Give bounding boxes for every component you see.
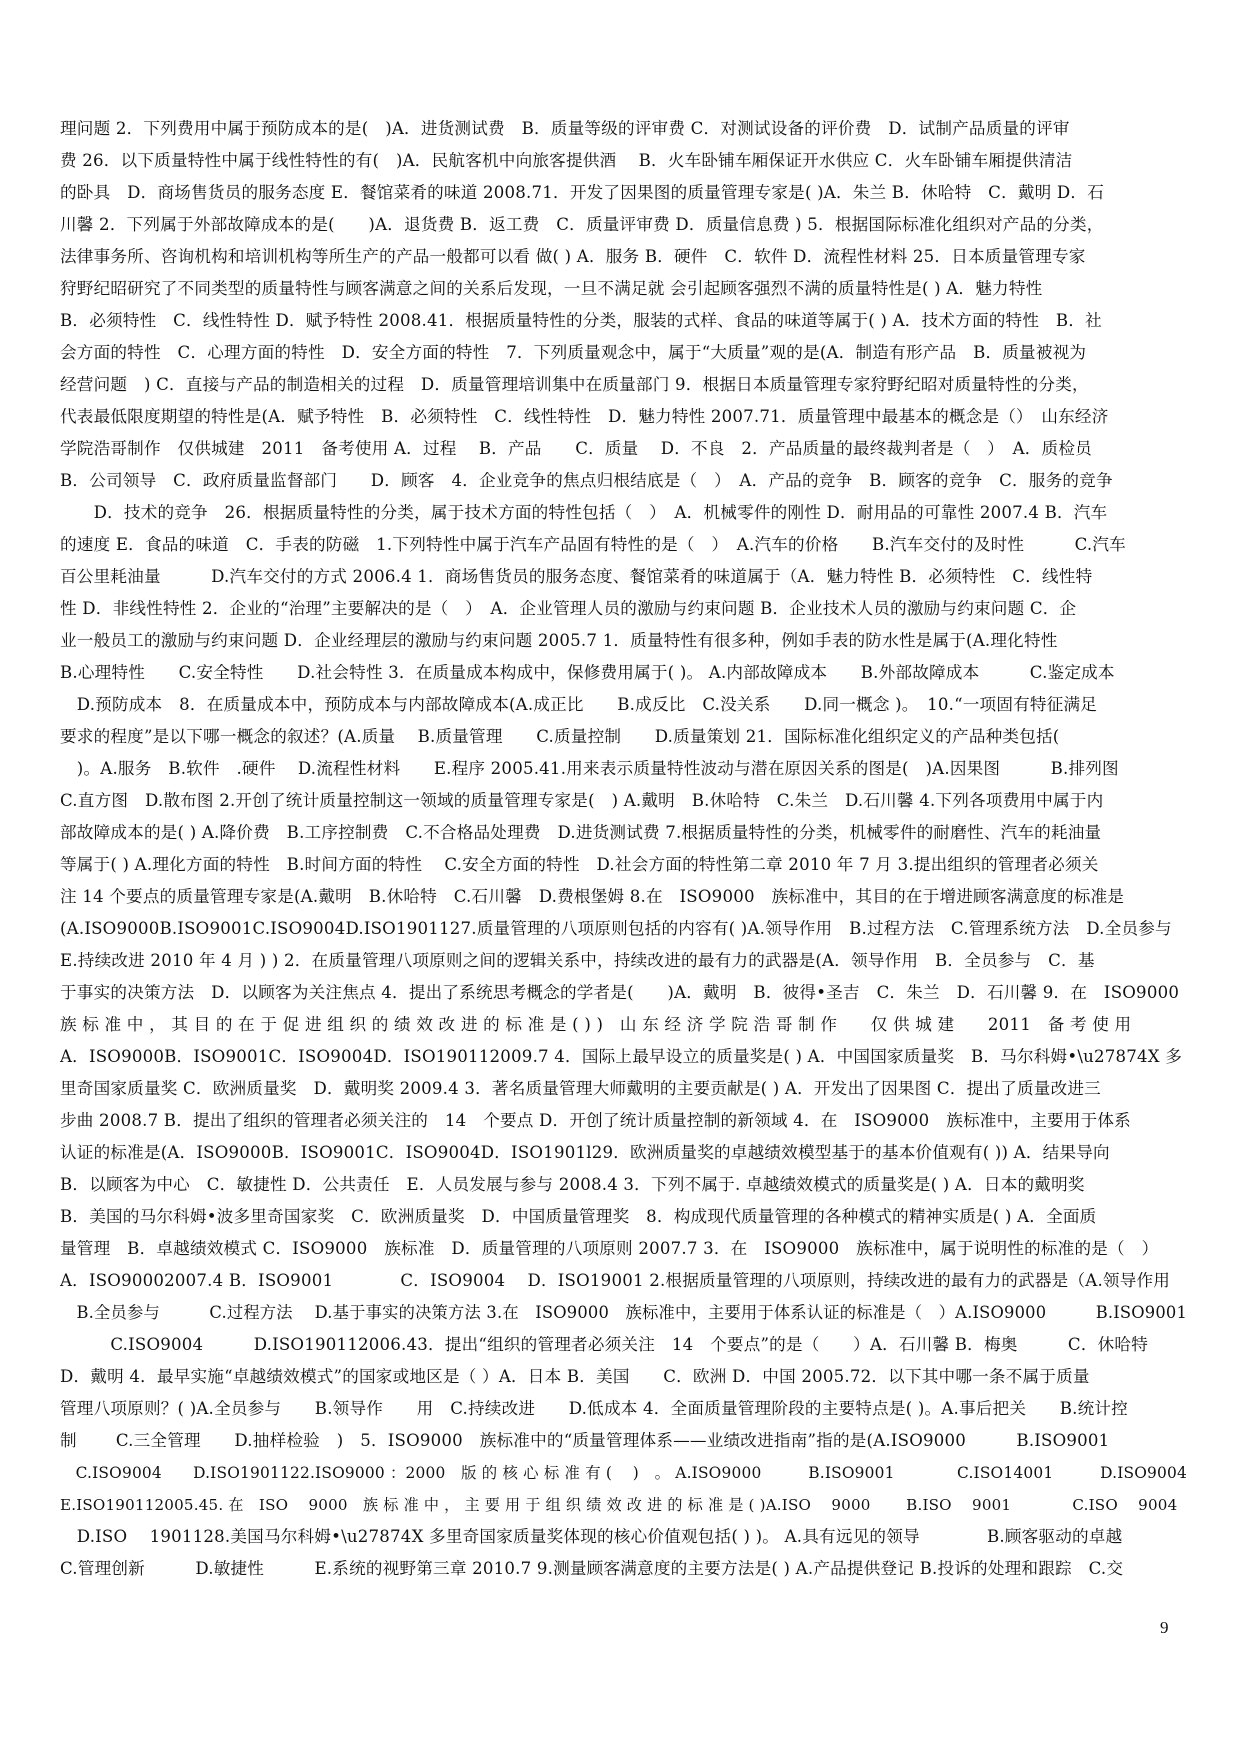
- text-line: B.全员参与 C.过程方法 D.基于事实的决策方法 3.在 ISO9000 族标准中，主要用于体系认证的标准是（ ）A.ISO9000 B.ISO9001: [60, 1303, 1188, 1322]
- text-line: 的速度 E．食品的味道 C．手表的防磁 1.下列特性中属于汽车产品固有特性的是（ ） A.汽车的价格 B.汽车交付的及时性 C.汽车: [60, 535, 1126, 554]
- text-line: B．以顾客为中心 C．敏捷性 D．公共责任 E．人员发展与参与 2008.4 3．下列不属于. 卓越绩效模式的质量奖是( ) A．日本的戴明奖: [60, 1175, 1085, 1194]
- text-line: 费 26．以下质量特性中属于线性特性的有( )A．民航客机中向旅客提供酒 B．火车卧铺车厢保证开水供应 C．火车卧铺车厢提供清洁: [60, 151, 1073, 170]
- text-line: 狩野纪昭研究了不同类型的质量特性与顾客满意之间的关系后发现，一旦不满足就 会引起顾客强烈不满的质量特性是( ) A．魅力特性: [60, 279, 1043, 298]
- text-line: D.ISO 1901128.美国马尔科姆•\u27874X 多里奇国家质量奖体现的核心价值观包括( ) )。 A.具有远见的领导 B.顾客驱动的卓越: [60, 1527, 1123, 1546]
- text-line: 的卧具 D．商场售货员的服务态度 E．餐馆菜肴的味道 2008.71．开发了因果图的质量管理专家是( )A．朱兰 B．休哈特 C．戴明 D．石: [60, 183, 1105, 202]
- text-line: 等属于( ) A.理化方面的特性 B.时间方面的特性 C.安全方面的特性 D.社会方面的特性第二章 2010 年 7 月 3.提出组织的管理者必须关: [60, 855, 1099, 874]
- text-line: D．戴明 4．最早实施“卓越绩效模式”的国家或地区是（ ）A．日本 B．美国 C．欧洲 D．中国 2005.72．以下其中哪一条不属于质量: [60, 1367, 1090, 1386]
- text-line: C.直方图 D.散布图 2.开创了统计质量控制这一领域的质量管理专家是( ) A.戴明 B.休哈特 C.朱兰 D.石川馨 4.下列各项费用中属于内: [60, 791, 1104, 810]
- text-line: (A.ISO9000B.ISO9001C.ISO9004D.ISO1901127.质量管理的八项原则包括的内容有( )A.领导作用 B.过程方法 C.管理系统方法 D.全员参与: [60, 919, 1172, 938]
- text-line: 里奇国家质量奖 C．欧洲质量奖 D．戴明奖 2009.4 3．著名质量管理大师戴明的主要贡献是( ) A．开发出了因果图 C．提出了质量改进三: [60, 1079, 1101, 1098]
- text-line: 注 14 个要点的质量管理专家是(A.戴明 B.休哈特 C.石川馨 D.费根堡姆 8.在 ISO9000 族标准中，其目的在于增进顾客满意度的标准是: [60, 887, 1125, 906]
- text-line: C.ISO9004 D.ISO190112006.43．提出“组织的管理者必须关注 14 个要点”的是（ ）A．石川馨 B．梅奥 C．休哈特: [60, 1335, 1149, 1354]
- text-line: 制 C.三全管理 D.抽样检验 ) 5．ISO9000 族标准中的“质量管理体系——业绩改进指南”指的是(A.ISO9000 B.ISO9001: [60, 1431, 1110, 1450]
- text-line: C.ISO9004 D.ISO1901122.ISO9000 ：2000 版 的 核 心 标 准 有 ( ) 。 A.ISO9000 B.ISO9001 C.ISO14001 D.ISO9004: [60, 1464, 1187, 1482]
- text-line: E.ISO190112005.45. 在 ISO 9000 族 标 准 中 ， 主 要 用 于 组 织 绩 效 改 进 的 标 准 是 ( )A.ISO 9000 B.ISO 9001 C.ISO 9004: [60, 1496, 1178, 1514]
- text-line: B．公司领导 C．政府质量监督部门 D．顾客 4．企业竞争的焦点归根结底是（ ） A．产品的竞争 B．顾客的竞争 C．服务的竞争: [60, 471, 1113, 490]
- text-line: 经营问题 ) C．直接与产品的制造相关的过程 D．质量管理培训集中在质量部门 9．根据日本质量管理专家狩野纪昭对质量特性的分类，: [60, 375, 1089, 394]
- text-line: 族 标 准 中 ， 其 目 的 在 于 促 进 组 织 的 绩 效 改 进 的 标 准 是 ( ) ) 山 东 经 济 学 院 浩 哥 制 作 仅 供 城 建 2011 备 考 使 用: [60, 1015, 1132, 1034]
- text-line: D.预防成本 8．在质量成本中，预防成本与内部故障成本(A.成正比 B.成反比 C.没关系 D.同一概念 )。 10.“一项固有特征满足: [60, 695, 1098, 714]
- text-line: D．技术的竞争 26．根据质量特性的分类，属于技术方面的特性包括（ ） A．机械零件的刚性 D．耐用品的可靠性 2007.4 B．汽车: [60, 503, 1108, 522]
- page-number: 9: [1160, 1618, 1169, 1637]
- text-line: A．ISO9000B．ISO9001C．ISO9004D．ISO190112009.7 4．国际上最早设立的质量奖是( ) A．中国国家质量奖 B．马尔科姆•\u27874X 多: [60, 1047, 1183, 1066]
- text-line: 代表最低限度期望的特性是(A．赋予特性 B．必须特性 C．线性特性 D．魅力特性 2007.71．质量管理中最基本的概念是（） 山东经济: [60, 407, 1109, 426]
- text-line: 部故障成本的是( ) A.降价费 B.工序控制费 C.不合格品处理费 D.进货测试费 7.根据质量特性的分类，机械零件的耐磨性、汽车的耗油量: [60, 823, 1102, 842]
- text-line: B．美国的马尔科姆•波多里奇国家奖 C．欧洲质量奖 D．中国质量管理奖 8．构成现代质量管理的各种模式的精神实质是( ) A．全面质: [60, 1207, 1097, 1226]
- text-line: 业一般员工的激励与约束问题 D．企业经理层的激励与约束问题 2005.7 1．质量特性有很多种，例如手表的防水性是属于(A.理化特性: [60, 631, 1058, 650]
- text-line: B．必须特性 C．线性特性 D．赋予特性 2008.41．根据质量特性的分类，服装的式样、食品的味道等属于( ) A．技术方面的特性 B．社: [60, 311, 1102, 330]
- text-line: A．ISO90002007.4 B．ISO9001 C．ISO9004 D．ISO19001 2.根据质量管理的八项原则，持续改进的最有力的武器是（A.领导作用: [60, 1271, 1171, 1290]
- text-line: 步曲 2008.7 B．提出了组织的管理者必须关注的 14 个要点 D．开创了统计质量控制的新领域 4．在 ISO9000 族标准中，主要用于体系: [60, 1111, 1131, 1130]
- text-line: 于事实的决策方法 D．以顾客为关注焦点 4．提出了系统思考概念的学者是( )A．戴明 B．彼得•圣吉 C．朱兰 D．石川馨 9．在 ISO9000: [60, 983, 1180, 1002]
- text-line: 要求的程度”是以下哪一概念的叙述？(A.质量 B.质量管理 C.质量控制 D.质量策划 21．国际标准化组织定义的产品种类包括(: [60, 727, 1060, 746]
- text-line: 会方面的特性 C．心理方面的特性 D．安全方面的特性 7．下列质量观念中，属于“大质量”观的是(A．制造有形产品 B．质量被视为: [60, 343, 1087, 362]
- text-line: 量管理 B．卓越绩效模式 C．ISO9000 族标准 D．质量管理的八项原则 2007.7 3．在 ISO9000 族标准中，属于说明性的标准的是（ ）: [60, 1239, 1159, 1258]
- text-line: 法律事务所、咨询机构和培训机构等所生产的产品一般都可以看 做( ) A．服务 B．硬件 C．软件 D．流程性材料 25．日本质量管理专家: [60, 247, 1086, 266]
- text-line: 百公里耗油量 D.汽车交付的方式 2006.4 1．商场售货员的服务态度、餐馆菜肴的味道属于（A．魅力特性 B．必须特性 C．线性特: [60, 567, 1093, 586]
- text-line: 学院浩哥制作 仅供城建 2011 备考使用 A．过程 B．产品 C．质量 D．不良 2．产品质量的最终裁判者是（ ） A．质检员: [60, 439, 1092, 458]
- text-line: C.管理创新 D.敏捷性 E.系统的视野第三章 2010.7 9.测量顾客满意度的主要方法是( ) A.产品提供登记 B.投诉的处理和跟踪 C.交: [60, 1559, 1124, 1578]
- text-line: 管理八项原则？( )A.全员参与 B.领导作 用 C.持续改进 D.低成本 4．全面质量管理阶段的主要特点是( )。A.事后把关 B.统计控: [60, 1399, 1128, 1418]
- text-line: )。A.服务 B.软件 .硬件 D.流程性材料 E.程序 2005.41.用来表示质量特性波动与潜在原因关系的图是( )A.因果图 B.排列图: [60, 759, 1119, 778]
- text-line: 性 D．非线性特性 2．企业的“治理”主要解决的是（ ） A．企业管理人员的激励与约束问题 B．企业技术人员的激励与约束问题 C．企: [60, 599, 1077, 618]
- text-line: 理问题 2．下列费用中属于预防成本的是( )A．进货测试费 B．质量等级的评审费 C．对测试设备的评价费 D．试制产品质量的评审: [60, 119, 1070, 138]
- text-line: 认证的标准是(A．ISO9000B．ISO9001C．ISO9004D．ISO1901l29．欧洲质量奖的卓越绩效模型基于的基本价值观有( )) A．结果导向: [60, 1143, 1110, 1162]
- body-text: [60, 113, 1188, 1585]
- text-line: 川馨 2．下列属于外部故障成本的是( )A．退货费 B．返工费 C．质量评审费 D．质量信息费 ) 5．根据国际标准化组织对产品的分类，: [60, 215, 1104, 234]
- text-line: E.持续改进 2010 年 4 月 ) ) 2．在质量管理八项原则之间的逻辑关系中，持续改进的最有力的武器是(A．领导作用 B．全员参与 C．基: [60, 951, 1095, 970]
- text-line: B.心理特性 C.安全特性 D.社会特性 3．在质量成本构成中，保修费用属于( )。 A.内部故障成本 B.外部故障成本 C.鉴定成本: [60, 663, 1115, 682]
